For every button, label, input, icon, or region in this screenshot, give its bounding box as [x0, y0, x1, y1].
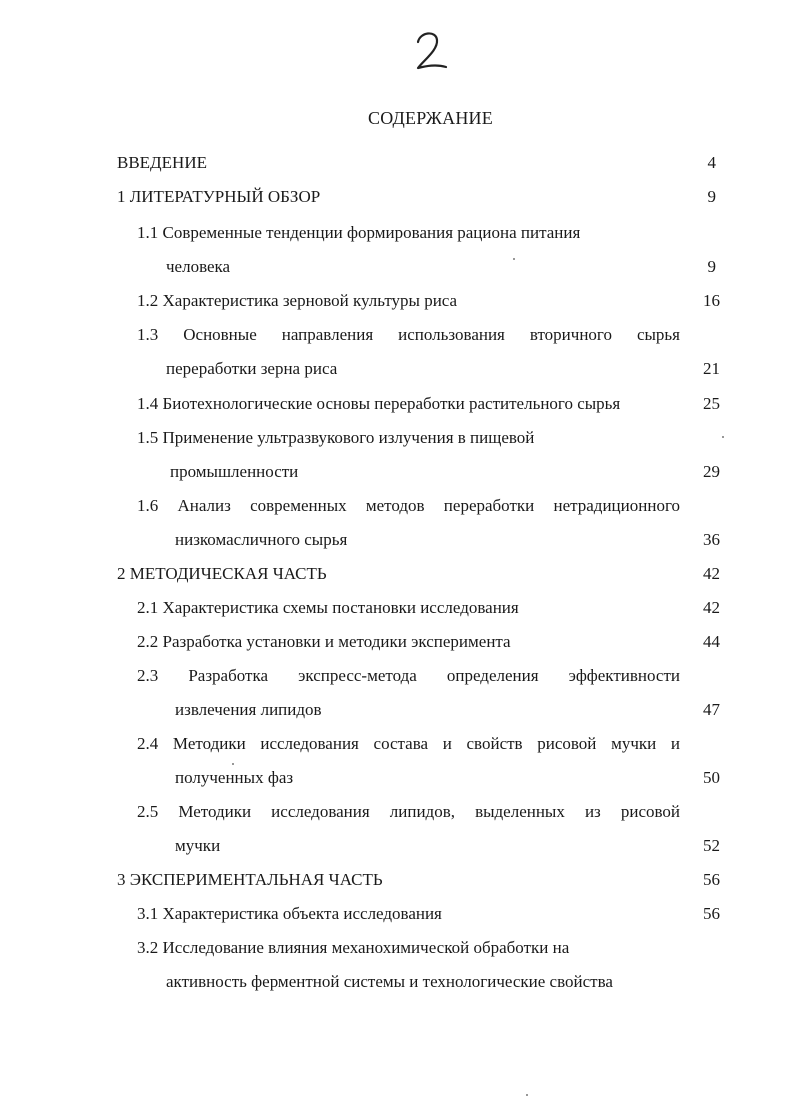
toc-entry-2-1: 2.1 Характеристика схемы постановки исследования [137, 598, 519, 617]
toc-entry-chapter-1: 1 ЛИТЕРАТУРНЫЙ ОБЗОР [117, 187, 321, 206]
toc-page-1-3: 21 [703, 359, 720, 378]
toc-entry-chapter-3: 3 ЭКСПЕРИМЕНТАЛЬНАЯ ЧАСТЬ [117, 870, 383, 889]
toc-page-2-1: 42 [703, 598, 720, 617]
scan-speck [526, 1094, 528, 1096]
toc-page-1-4: 25 [703, 394, 720, 413]
page-title: СОДЕРЖАНИЕ [368, 108, 493, 128]
toc-entry-1-5-line2: промышленности [170, 462, 299, 481]
toc-entry-1-6-line1: 1.6 Анализ современных методов переработки нетрадиционного [137, 496, 680, 515]
toc-entry-1-1-line2: человека [166, 257, 231, 276]
toc-entry-2-4-line2: полученных фаз [175, 768, 294, 787]
toc-entry-1-6-line2: низкомасличного сырья [175, 530, 348, 549]
toc-entry-1-3-line1: 1.3 Основные направления использования вторичного сырья [137, 325, 680, 344]
toc-entry-2-3-line2: извлечения липидов [175, 700, 322, 719]
toc-entry-3-2-line2: активность ферментной системы и технологические свойства [166, 972, 613, 991]
toc-page-2-3: 47 [703, 700, 720, 719]
toc-page-chapter-1: 9 [707, 187, 716, 206]
toc-entry-1-1-line1: 1.1 Современные тенденции формирования рациона питания [137, 223, 581, 242]
toc-entry-intro: ВВЕДЕНИЕ [117, 153, 207, 172]
toc-page-1-5: 29 [703, 462, 720, 481]
toc-entry-3-1: 3.1 Характеристика объекта исследования [137, 904, 442, 923]
scan-speck [513, 258, 515, 260]
toc-entry-3-2-line1: 3.2 Исследование влияния механохимической обработки на [137, 938, 570, 957]
toc-entry-1-4: 1.4 Биотехнологические основы переработки растительного сырья [137, 394, 621, 413]
toc-page-2-4: 50 [703, 768, 720, 787]
toc-page-chapter-3: 56 [703, 870, 720, 889]
toc-entry-2-5-line1: 2.5 Методики исследования липидов, выделенных из рисовой [137, 802, 680, 821]
toc-entry-2-2: 2.2 Разработка установки и методики эксперимента [137, 632, 511, 651]
toc-page-chapter-2: 42 [703, 564, 720, 583]
toc-page-1-2: 16 [703, 291, 720, 310]
toc-entry-1-5-line1: 1.5 Применение ультразвукового излучения в пищевой [137, 428, 535, 447]
scan-speck [232, 763, 234, 765]
toc-page-2-5: 52 [703, 836, 720, 855]
toc-entry-2-4-line1: 2.4 Методики исследования состава и свойств рисовой мучки и [137, 734, 680, 753]
toc-entry-2-3-line1: 2.3 Разработка экспресс-метода определения эффективности [137, 666, 680, 685]
toc-page-1-1: 9 [707, 257, 716, 276]
toc-page-2-2: 44 [703, 632, 720, 651]
toc-entry-1-2: 1.2 Характеристика зерновой культуры риса [137, 291, 458, 310]
toc-entry-2-5-line2: мучки [175, 836, 221, 855]
toc-entry-chapter-2: 2 МЕТОДИЧЕСКАЯ ЧАСТЬ [117, 564, 327, 583]
scan-speck [722, 436, 724, 438]
handwritten-page-number [412, 26, 452, 72]
toc-page-3-1: 56 [703, 904, 720, 923]
toc-page-1-6: 36 [703, 530, 720, 549]
toc-page-intro: 4 [707, 153, 716, 172]
toc-entry-1-3-line2: переработки зерна риса [166, 359, 338, 378]
